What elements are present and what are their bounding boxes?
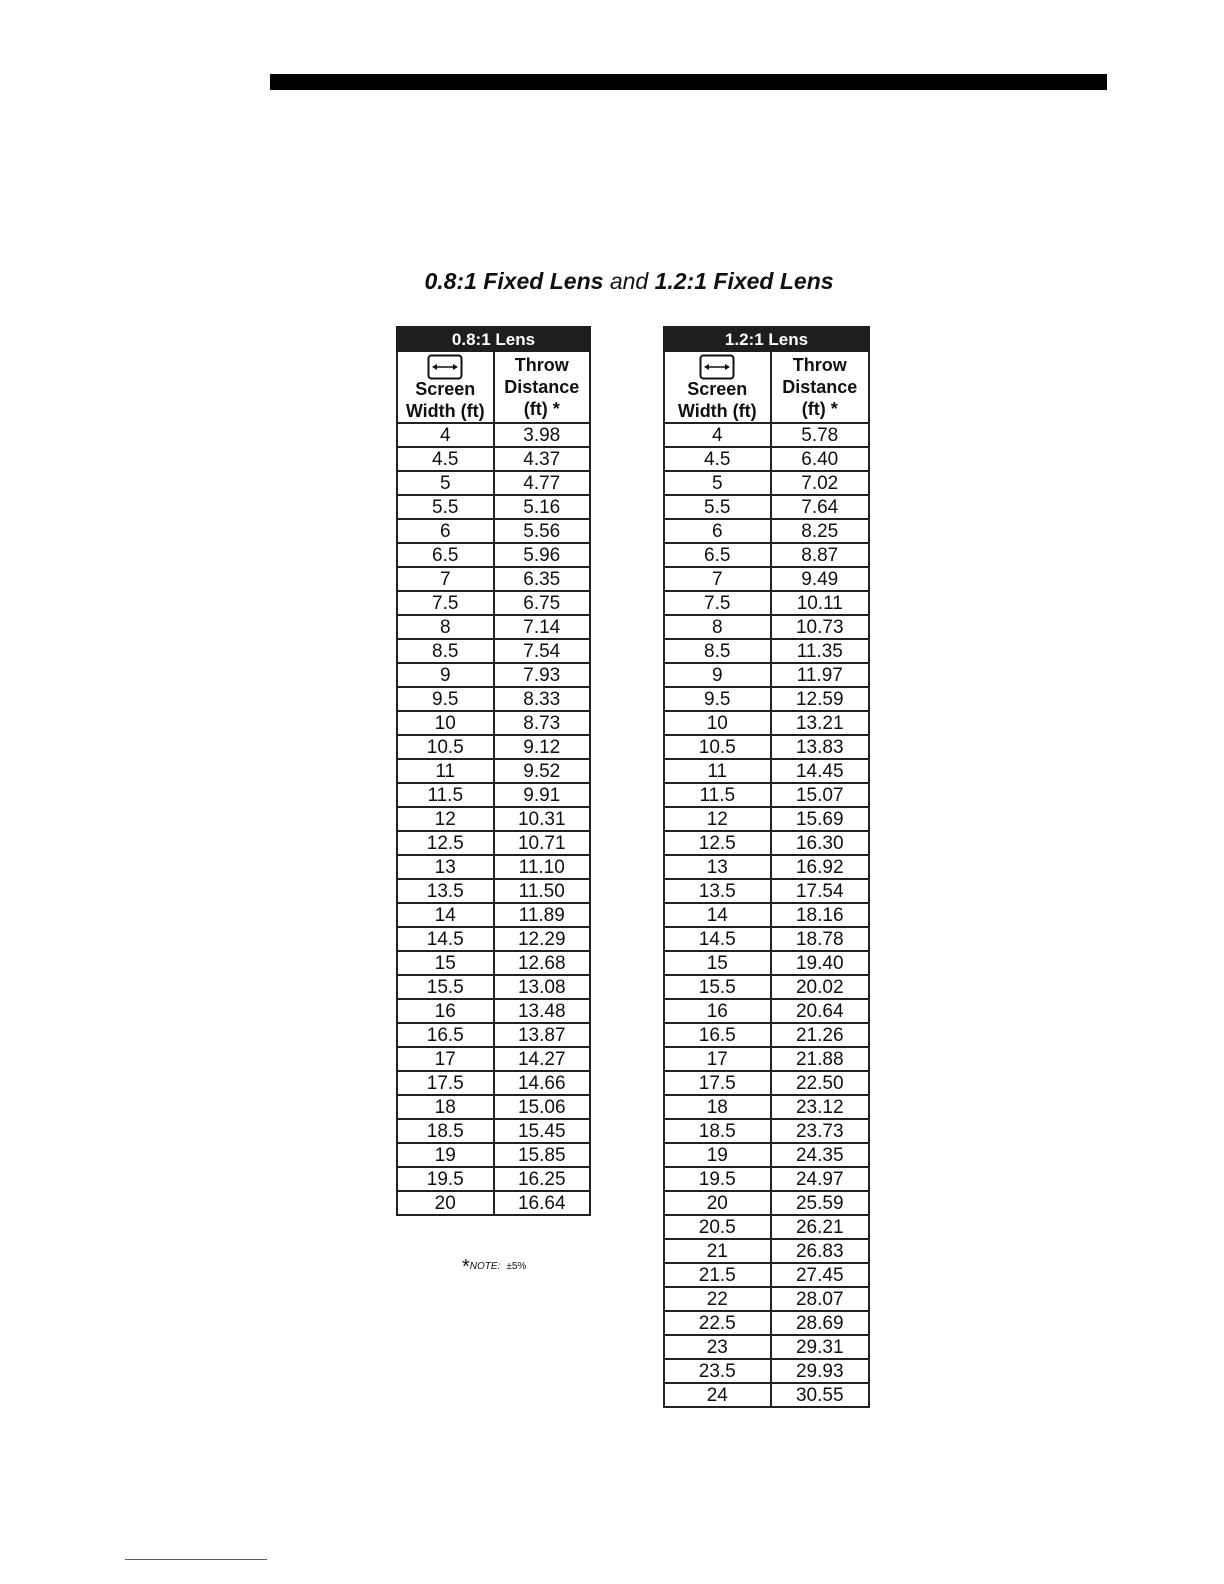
screen-width-cell: 8 [664,615,771,639]
footer-rule [125,1559,267,1560]
screen-width-cell: 13 [397,855,494,879]
throw-distance-cell: 20.64 [771,999,869,1023]
table-row [397,591,590,615]
screen-width-cell: 8.5 [397,639,494,663]
table-row [664,735,869,759]
throw-distance-cell: 26.83 [771,1239,869,1263]
table-row [397,783,590,807]
double-arrow-icon [699,354,735,380]
throw-distance-cell: 18.16 [771,903,869,927]
screen-width-cell: 4.5 [397,447,494,471]
throw-distance-cell: 16.30 [771,831,869,855]
screen-width-cell: 10 [664,711,771,735]
screen-width-cell: 4.5 [664,447,771,471]
screen-width-cell: 6 [397,519,494,543]
throw-distance-cell: 7.64 [771,495,869,519]
throw-distance-cell: 11.10 [494,855,591,879]
screen-width-cell: 5 [664,471,771,495]
table-row [397,975,590,999]
throw-distance-cell: 9.12 [494,735,591,759]
screen-width-cell: 13 [664,855,771,879]
table-row [664,1359,869,1383]
screen-width-cell: 10.5 [664,735,771,759]
throw-distance-cell: 5.78 [771,423,869,447]
screen-width-cell: 16 [664,999,771,1023]
screen-width-cell: 22.5 [664,1311,771,1335]
table-row [397,1167,590,1191]
table-row [664,1239,869,1263]
throw-distance-cell: 16.64 [494,1191,591,1215]
screen-width-cell: 11 [397,759,494,783]
table-row [664,663,869,687]
table-row [397,447,590,471]
screen-width-cell: 10 [397,711,494,735]
throw-distance-cell: 18.78 [771,927,869,951]
screen-width-cell: 17 [397,1047,494,1071]
screen-width-cell: 4 [664,423,771,447]
table-row [397,543,590,567]
screen-width-cell: 23.5 [664,1359,771,1383]
throw-distance-cell: 14.66 [494,1071,591,1095]
screen-width-cell: 4 [397,423,494,447]
throw-distance-cell: 15.06 [494,1095,591,1119]
screen-width-cell: 9 [397,663,494,687]
table-row [664,687,869,711]
double-arrow-icon [427,354,463,380]
throw-distance-cell: 29.31 [771,1335,869,1359]
lens-08-table [396,326,591,1216]
throw-distance-cell: 19.40 [771,951,869,975]
table-row [664,519,869,543]
screen-width-cell: 14 [664,903,771,927]
screen-width-cell: 13.5 [397,879,494,903]
lens-12-table [663,326,870,1408]
throw-distance-cell: 9.49 [771,567,869,591]
throw-distance-cell: 12.68 [494,951,591,975]
throw-distance-cell: 12.59 [771,687,869,711]
header-line: Throw [514,355,569,375]
throw-distance-cell: 7.02 [771,471,869,495]
table-row [397,639,590,663]
table-row [397,831,590,855]
screen-width-header [664,351,771,423]
table-row [664,1263,869,1287]
header-line: Screen [415,379,476,399]
table-row [397,1095,590,1119]
throw-distance-cell: 11.50 [494,879,591,903]
screen-width-cell: 7.5 [397,591,494,615]
throw-distance-cell: 29.93 [771,1359,869,1383]
table-row [664,567,869,591]
throw-distance-cell: 13.87 [494,1023,591,1047]
header-line: Distance [504,377,580,397]
screen-width-cell: 10.5 [397,735,494,759]
throw-distance-cell: 23.73 [771,1119,869,1143]
throw-distance-cell: 10.31 [494,807,591,831]
table-row [664,1287,869,1311]
throw-distance-cell: 14.27 [494,1047,591,1071]
header-line: Screen [687,379,748,399]
screen-width-cell: 11.5 [664,783,771,807]
table-row [397,1071,590,1095]
table-row [664,975,869,999]
title-and: and [609,268,649,294]
screen-width-cell: 12.5 [664,831,771,855]
throw-distance-cell: 10.73 [771,615,869,639]
screen-width-cell: 7 [397,567,494,591]
throw-distance-cell: 9.52 [494,759,591,783]
header-line: Distance [782,377,858,397]
throw-distance-cell: 13.83 [771,735,869,759]
header-line: (ft) * [523,399,560,419]
throw-distance-cell: 21.88 [771,1047,869,1071]
table-row [397,519,590,543]
screen-width-cell: 18.5 [664,1119,771,1143]
throw-distance-cell: 8.25 [771,519,869,543]
screen-width-cell: 22 [664,1287,771,1311]
table-row [397,999,590,1023]
table-row [664,615,869,639]
table-row [664,1335,869,1359]
footnote [462,1256,526,1279]
throw-distance-cell: 9.91 [494,783,591,807]
top-rule [270,74,1107,90]
throw-distance-cell: 4.37 [494,447,591,471]
screen-width-cell: 16 [397,999,494,1023]
table-row [397,855,590,879]
screen-width-cell: 8 [397,615,494,639]
screen-width-cell: 20 [664,1191,771,1215]
throw-distance-cell: 11.97 [771,663,869,687]
title-lens-12: 1.2:1 Fixed Lens [654,268,834,294]
table-row [664,1071,869,1095]
throw-distance-cell: 28.07 [771,1287,869,1311]
table-caption: 1.2:1 Lens [664,327,869,351]
table-row [397,687,590,711]
table-row [664,783,869,807]
table-row [664,1095,869,1119]
screen-width-cell: 6.5 [397,543,494,567]
screen-width-cell: 5.5 [397,495,494,519]
table-row [664,1383,869,1407]
throw-distance-cell: 7.93 [494,663,591,687]
table-row [397,1119,590,1143]
throw-distance-cell: 6.75 [494,591,591,615]
throw-distance-cell: 26.21 [771,1215,869,1239]
table-row [397,663,590,687]
throw-distance-cell: 8.87 [771,543,869,567]
screen-width-cell: 19.5 [397,1167,494,1191]
screen-width-cell: 5 [397,471,494,495]
table-row [664,1119,869,1143]
screen-width-cell: 13.5 [664,879,771,903]
screen-width-cell: 21.5 [664,1263,771,1287]
throw-distance-cell: 10.71 [494,831,591,855]
header-line: Width (ft) [677,401,757,421]
table-row [664,1191,869,1215]
throw-distance-cell: 6.35 [494,567,591,591]
screen-width-cell: 24 [664,1383,771,1407]
throw-distance-cell: 8.73 [494,711,591,735]
throw-distance-cell: 24.35 [771,1143,869,1167]
screen-width-cell: 7.5 [664,591,771,615]
table-row [664,423,869,447]
screen-width-cell: 15 [397,951,494,975]
table-row [664,1167,869,1191]
throw-distance-cell: 6.40 [771,447,869,471]
throw-distance-cell: 7.54 [494,639,591,663]
throw-distance-cell: 10.11 [771,591,869,615]
screen-width-cell: 16.5 [664,1023,771,1047]
throw-distance-header [494,351,591,423]
screen-width-cell: 15 [664,951,771,975]
table-row [664,1023,869,1047]
throw-distance-cell: 16.92 [771,855,869,879]
throw-distance-cell: 5.56 [494,519,591,543]
throw-distance-cell: 7.14 [494,615,591,639]
screen-width-cell: 9 [664,663,771,687]
table-row [664,951,869,975]
screen-width-cell: 17 [664,1047,771,1071]
screen-width-cell: 17.5 [664,1071,771,1095]
table-row [397,423,590,447]
table-row [664,999,869,1023]
table-row [397,903,590,927]
table-row [397,471,590,495]
table-row [664,807,869,831]
table-row [664,1047,869,1071]
screen-width-cell: 20.5 [664,1215,771,1239]
table-row [397,1047,590,1071]
throw-distance-cell: 20.02 [771,975,869,999]
screen-width-cell: 18.5 [397,1119,494,1143]
table-row [664,879,869,903]
throw-distance-cell: 13.21 [771,711,869,735]
screen-width-cell: 15.5 [664,975,771,999]
throw-distance-cell: 30.55 [771,1383,869,1407]
throw-distance-cell: 13.08 [494,975,591,999]
throw-distance-cell: 15.07 [771,783,869,807]
table-row [664,759,869,783]
footnote-value: ±5% [506,1261,527,1272]
throw-distance-cell: 3.98 [494,423,591,447]
throw-distance-cell: 17.54 [771,879,869,903]
table-row [397,1191,590,1215]
header-line: Throw [792,355,847,375]
screen-width-cell: 6 [664,519,771,543]
throw-distance-cell: 27.45 [771,1263,869,1287]
table-row [664,1311,869,1335]
table-row [664,855,869,879]
throw-distance-cell: 24.97 [771,1167,869,1191]
footnote-star: * [462,1256,470,1278]
screen-width-cell: 8.5 [664,639,771,663]
table-row [397,807,590,831]
table-row [397,879,590,903]
throw-distance-cell: 22.50 [771,1071,869,1095]
screen-width-cell: 16.5 [397,1023,494,1047]
screen-width-cell: 12 [397,807,494,831]
throw-distance-cell: 14.45 [771,759,869,783]
screen-width-cell: 6.5 [664,543,771,567]
screen-width-cell: 18 [664,1095,771,1119]
screen-width-cell: 14.5 [664,927,771,951]
table-row [664,927,869,951]
screen-width-cell: 23 [664,1335,771,1359]
table-row [664,831,869,855]
screen-width-cell: 20 [397,1191,494,1215]
throw-distance-cell: 21.26 [771,1023,869,1047]
table-row [664,639,869,663]
screen-width-cell: 9.5 [397,687,494,711]
throw-distance-cell: 16.25 [494,1167,591,1191]
throw-distance-cell: 11.35 [771,639,869,663]
page-title [0,268,1224,295]
table-row [397,567,590,591]
table-row [397,735,590,759]
throw-distance-cell: 8.33 [494,687,591,711]
table-caption: 0.8:1 Lens [397,327,590,351]
table-row [664,447,869,471]
table-row [664,1215,869,1239]
screen-width-cell: 14 [397,903,494,927]
table-row [664,1143,869,1167]
throw-distance-cell: 25.59 [771,1191,869,1215]
table-row [397,927,590,951]
throw-distance-cell: 5.16 [494,495,591,519]
throw-distance-cell: 12.29 [494,927,591,951]
table-row [397,711,590,735]
table-row [397,1143,590,1167]
footnote-label: NOTE: [469,1261,501,1272]
throw-distance-cell: 15.45 [494,1119,591,1143]
screen-width-cell: 7 [664,567,771,591]
screen-width-cell: 17.5 [397,1071,494,1095]
header-line: (ft) * [801,399,838,419]
screen-width-cell: 11.5 [397,783,494,807]
screen-width-cell: 18 [397,1095,494,1119]
throw-distance-cell: 28.69 [771,1311,869,1335]
screen-width-header [397,351,494,423]
title-lens-08: 0.8:1 Fixed Lens [424,268,604,294]
throw-distance-cell: 11.89 [494,903,591,927]
table-row [397,951,590,975]
throw-distance-cell: 13.48 [494,999,591,1023]
screen-width-cell: 19 [664,1143,771,1167]
throw-distance-cell: 15.69 [771,807,869,831]
table-row [664,471,869,495]
screen-width-cell: 14.5 [397,927,494,951]
throw-distance-cell: 5.96 [494,543,591,567]
screen-width-cell: 21 [664,1239,771,1263]
table-row [664,903,869,927]
throw-distance-cell: 15.85 [494,1143,591,1167]
screen-width-cell: 11 [664,759,771,783]
screen-width-cell: 19 [397,1143,494,1167]
header-line: Width (ft) [405,401,485,421]
throw-distance-cell: 4.77 [494,471,591,495]
screen-width-cell: 9.5 [664,687,771,711]
table-row [664,711,869,735]
table-row [397,615,590,639]
throw-distance-header [771,351,869,423]
table-row [397,1023,590,1047]
screen-width-cell: 12.5 [397,831,494,855]
throw-distance-cell: 23.12 [771,1095,869,1119]
table-row [664,591,869,615]
screen-width-cell: 15.5 [397,975,494,999]
table-row [397,759,590,783]
table-row [397,495,590,519]
table-row [664,495,869,519]
screen-width-cell: 5.5 [664,495,771,519]
table-row [664,543,869,567]
screen-width-cell: 12 [664,807,771,831]
screen-width-cell: 19.5 [664,1167,771,1191]
